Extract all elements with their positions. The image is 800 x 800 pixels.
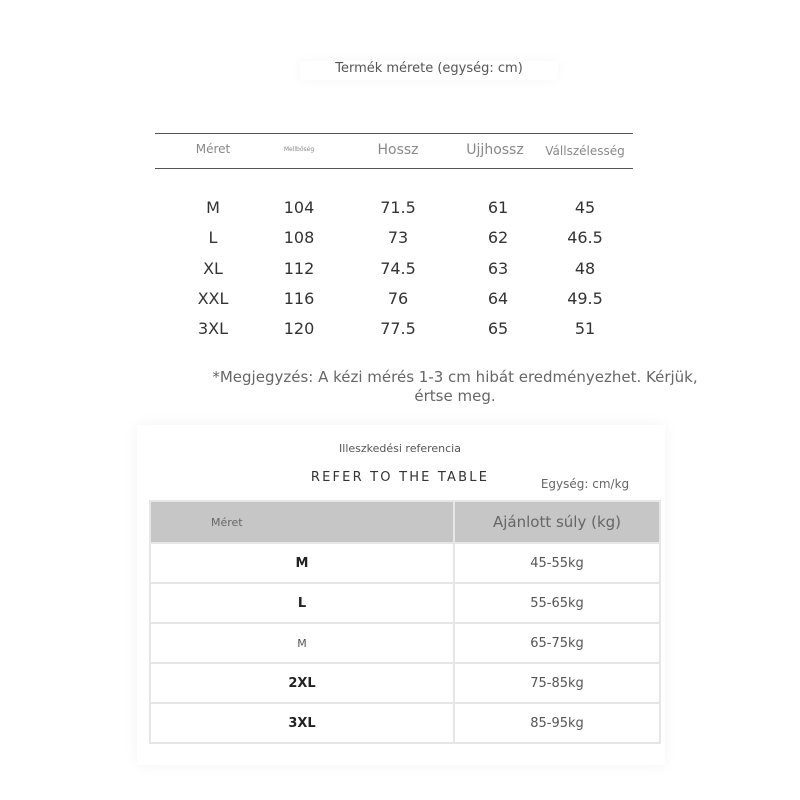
fit-reference-table xyxy=(149,500,661,744)
table-row xyxy=(150,703,660,743)
weight-cell: 85-95kg xyxy=(454,703,660,743)
table-cell: 77.5 xyxy=(380,319,416,338)
size-cell: L xyxy=(150,583,454,623)
table-cell: 65 xyxy=(487,319,509,338)
table-cell: M xyxy=(206,198,220,217)
table-cell: 48 xyxy=(574,259,596,278)
measurement-note xyxy=(205,368,705,406)
table-cell: XL xyxy=(203,259,223,278)
table-cell: 104 xyxy=(283,198,315,217)
size-cell: 3XL xyxy=(150,703,454,743)
col-header-chest: Mellbőség xyxy=(283,146,315,153)
table-row xyxy=(150,583,660,623)
note-line-2: értse meg. xyxy=(414,387,496,405)
weight-cell: 55-65kg xyxy=(454,583,660,623)
col-header-weight: Ajánlott súly (kg) xyxy=(454,501,660,543)
table-row xyxy=(150,543,660,583)
table-cell: XXL xyxy=(197,289,229,308)
header-top-rule xyxy=(155,133,633,134)
table-cell: 62 xyxy=(487,228,509,247)
table-row xyxy=(150,623,660,663)
col-header-length: Hossz xyxy=(377,142,419,158)
table-cell: 64 xyxy=(487,289,509,308)
weight-cell: 75-85kg xyxy=(454,663,660,703)
col-header-size: Méret xyxy=(150,501,454,543)
table-row xyxy=(150,663,660,703)
col-header-shoulder: Vállszélesség xyxy=(545,144,625,158)
size-chart-title: Termék mérete (egység: cm) xyxy=(300,61,558,80)
table-cell: 51 xyxy=(574,319,596,338)
table-cell: 49.5 xyxy=(567,289,603,308)
size-cell: M xyxy=(150,623,454,663)
col-header-size: Méret xyxy=(195,142,231,156)
size-cell: M xyxy=(150,543,454,583)
table-cell: 74.5 xyxy=(380,259,416,278)
table-cell: 76 xyxy=(387,289,409,308)
header-bottom-rule xyxy=(155,168,633,169)
table-cell: 3XL xyxy=(197,319,229,338)
table-cell: 71.5 xyxy=(380,198,416,217)
table-cell: 112 xyxy=(283,259,315,278)
refer-heading: REFER TO THE TABLE xyxy=(310,470,490,485)
unit-label: Egység: cm/kg xyxy=(540,477,630,491)
col-header-sleeve: Ujjhossz xyxy=(466,142,524,158)
size-cell: 2XL xyxy=(150,663,454,703)
table-cell: 120 xyxy=(283,319,315,338)
table-cell: 46.5 xyxy=(567,228,603,247)
fit-reference-label: Illeszkedési referencia xyxy=(339,442,461,455)
table-cell: 73 xyxy=(387,228,409,247)
table-cell: 63 xyxy=(487,259,509,278)
table-cell: 116 xyxy=(283,289,315,308)
note-line-1: *Megjegyzés: A kézi mérés 1-3 cm hibát eredményezhet. Kérjük, xyxy=(212,368,698,386)
weight-cell: 45-55kg xyxy=(454,543,660,583)
table-cell: 108 xyxy=(283,228,315,247)
table-cell: 61 xyxy=(487,198,509,217)
table-cell: L xyxy=(208,228,218,247)
weight-cell: 65-75kg xyxy=(454,623,660,663)
table-header-row xyxy=(150,501,660,543)
table-cell: 45 xyxy=(574,198,596,217)
